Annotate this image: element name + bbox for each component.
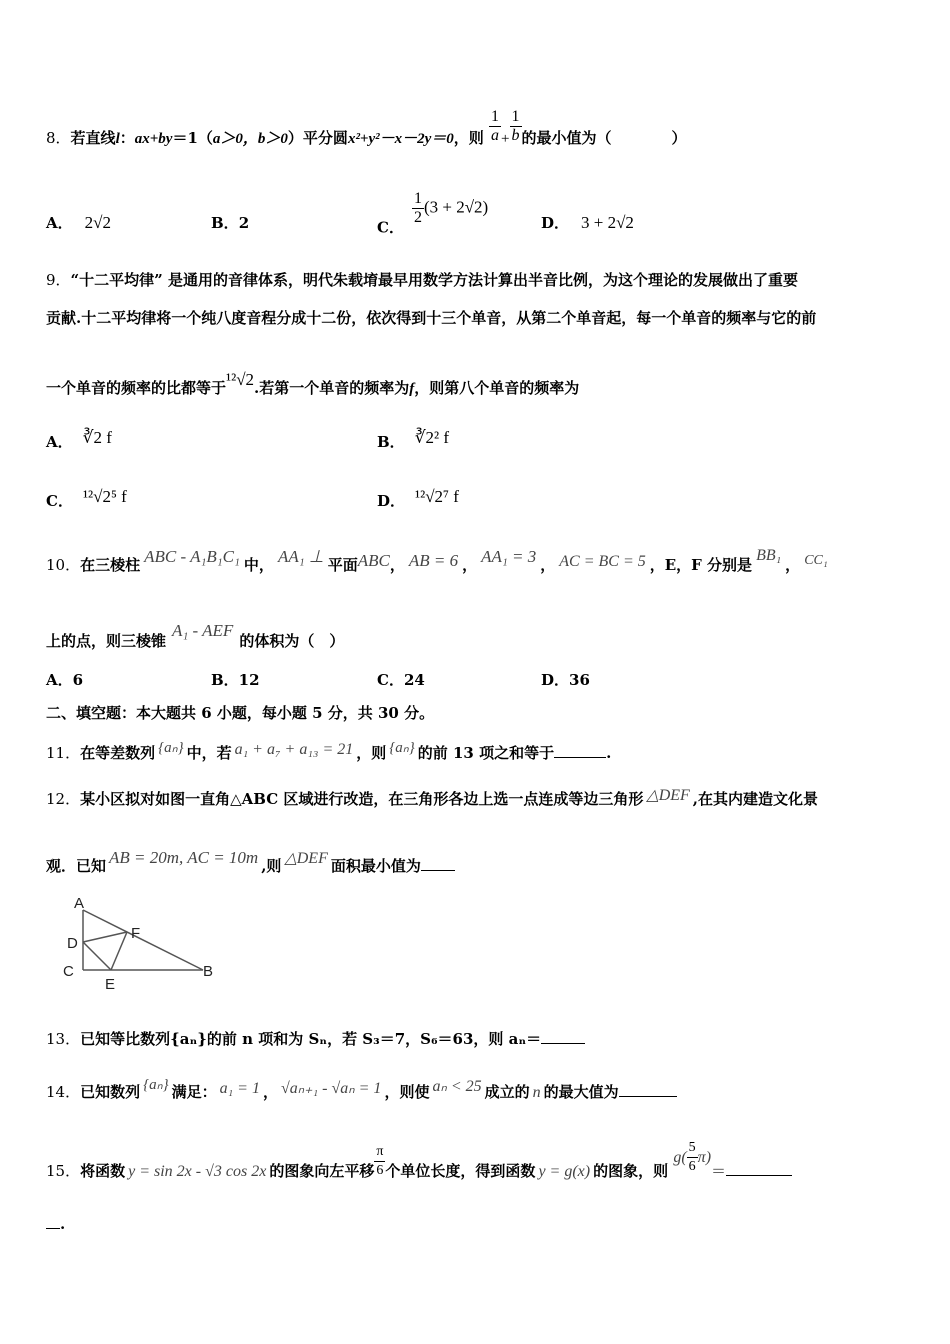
q10-stem-line-2: 上的点，则三棱锥A₁ - AEF的体积为（ ） <box>46 621 345 650</box>
q15-stem: 15．将函数 y = sin 2x - √3 cos 2x 的图象向左平移 $\frac{\pi}{6}$ 个单位长度，得到函数 y = g(x) 的图象，则 g( $\frac{5}{6}$ π)＝ <box>46 1148 792 1182</box>
q10-stem-line-1: 10．在三棱柱 ABC - A₁B₁C₁ 中， AA₁ ⊥ 平面ABC， AB = 6 ， AA₁ = 3 ， AC = BC = 5 ，E，F 分别是BB₁， CC₁ <box>46 547 828 574</box>
q10-option-d[interactable]: D．36 <box>541 671 590 689</box>
q14-number: 14． <box>46 1083 81 1101</box>
q8-option-b[interactable]: B．2 <box>211 214 250 232</box>
segment-de <box>83 942 111 970</box>
q13-answer-blank[interactable] <box>541 1043 585 1044</box>
segment-fe <box>111 932 127 970</box>
q8-option-c[interactable]: C． $\frac{1}{2}$ (3 + 2√2) <box>377 190 489 237</box>
label-b: B <box>203 963 214 980</box>
label-f: F <box>131 925 141 942</box>
q15-answer-blank[interactable] <box>726 1175 792 1176</box>
q10-option-a[interactable]: A．6 <box>46 671 84 689</box>
q12-stem-line-2: 观．已知 AB = 20m, AC = 10m ,则 △DEF 面积最小值为 <box>46 848 455 876</box>
q12-triangle-figure <box>55 890 225 995</box>
q12-answer-blank[interactable] <box>421 870 455 871</box>
q8-number: 8． <box>46 129 71 147</box>
label-d: D <box>67 935 78 952</box>
q8-frac-1-over-a: $\frac{1}{a}$ <box>491 107 500 144</box>
q14-stem: 14．已知数列 {aₙ} 满足： a₁ = 1 ， √aₙ₊₁ - √aₙ = 1 ，则使 aₙ < 25 成立的 n 的最大值为 <box>46 1075 677 1103</box>
label-a: A <box>74 895 85 912</box>
q9-option-b[interactable]: B． ∛2² f <box>377 428 450 451</box>
label-c: C <box>63 963 74 980</box>
q9-line-2: 贡献.十二平均律将一个纯八度音程分成十二份，依次得到十三个单音，从第二个单音起，每一个单音的频率与它的前 <box>46 309 817 327</box>
q10-option-b[interactable]: B．12 <box>211 671 260 689</box>
q9-option-c[interactable]: C． ¹²√2⁵ f <box>46 487 127 510</box>
q15-number: 15． <box>46 1162 81 1180</box>
q13-number: 13． <box>46 1030 81 1048</box>
q14-answer-blank[interactable] <box>619 1096 677 1097</box>
q11-stem: 11．在等差数列 {aₙ} 中，若 a₁ + a₇ + a₁₃ = 21 ，则 {aₙ} 的前 13 项之和等于 . <box>46 740 612 762</box>
section-2-heading: 二、填空题：本大题共 6 小题，每小题 5 分，共 30 分。 <box>46 704 435 722</box>
q13-stem: 13．已知等比数列{aₙ}的前 n 项和为 Sₙ，若 S₃＝7，S₆＝63，则 aₙ＝ <box>46 1029 585 1049</box>
q9-line-3: 一个单音的频率的比都等于¹²√2.若第一个单音的频率为f，则第八个单音的频率为 <box>46 370 580 397</box>
q9-option-a[interactable]: A． ∛2 f <box>46 428 112 451</box>
label-e: E <box>105 976 116 993</box>
q9-line-1: 9．“十二平均律” 是通用的音律体系，明代朱载堉最早用数学方法计算出半音比例，为这个理论的发展做出了重要 <box>46 271 799 289</box>
q9-option-d[interactable]: D． ¹²√2⁷ f <box>377 487 459 510</box>
q10-option-c[interactable]: C．24 <box>377 671 425 689</box>
q12-stem-line-1: 12．某小区拟对如图一直角△ABC 区域进行改造，在三角形各边上选一点连成等边三角形 △DEF ,在其内建造文化景 <box>46 787 819 808</box>
q10-number: 10． <box>46 556 81 574</box>
q15-continuation: . <box>46 1214 65 1234</box>
q12-number: 12． <box>46 790 81 808</box>
q9-number: 9． <box>46 271 71 289</box>
q8-frac-1-over-b: $\frac{1}{b}$ <box>511 107 520 144</box>
q8-option-a[interactable]: A． 2√2 <box>46 213 111 232</box>
q11-answer-blank[interactable] <box>554 757 606 758</box>
q8-stem: 8．若直线l：ax+by＝1（a＞0，b＞0）平分圆x²+y²－x－2y＝0，则 $\frac{1}{a}$ + $\frac{1}{b}$ 的最小值为（ ） <box>46 107 687 147</box>
q8-option-d[interactable]: D． 3 + 2√2 <box>541 213 634 232</box>
q11-number: 11． <box>46 744 81 762</box>
segment-df <box>83 932 127 942</box>
